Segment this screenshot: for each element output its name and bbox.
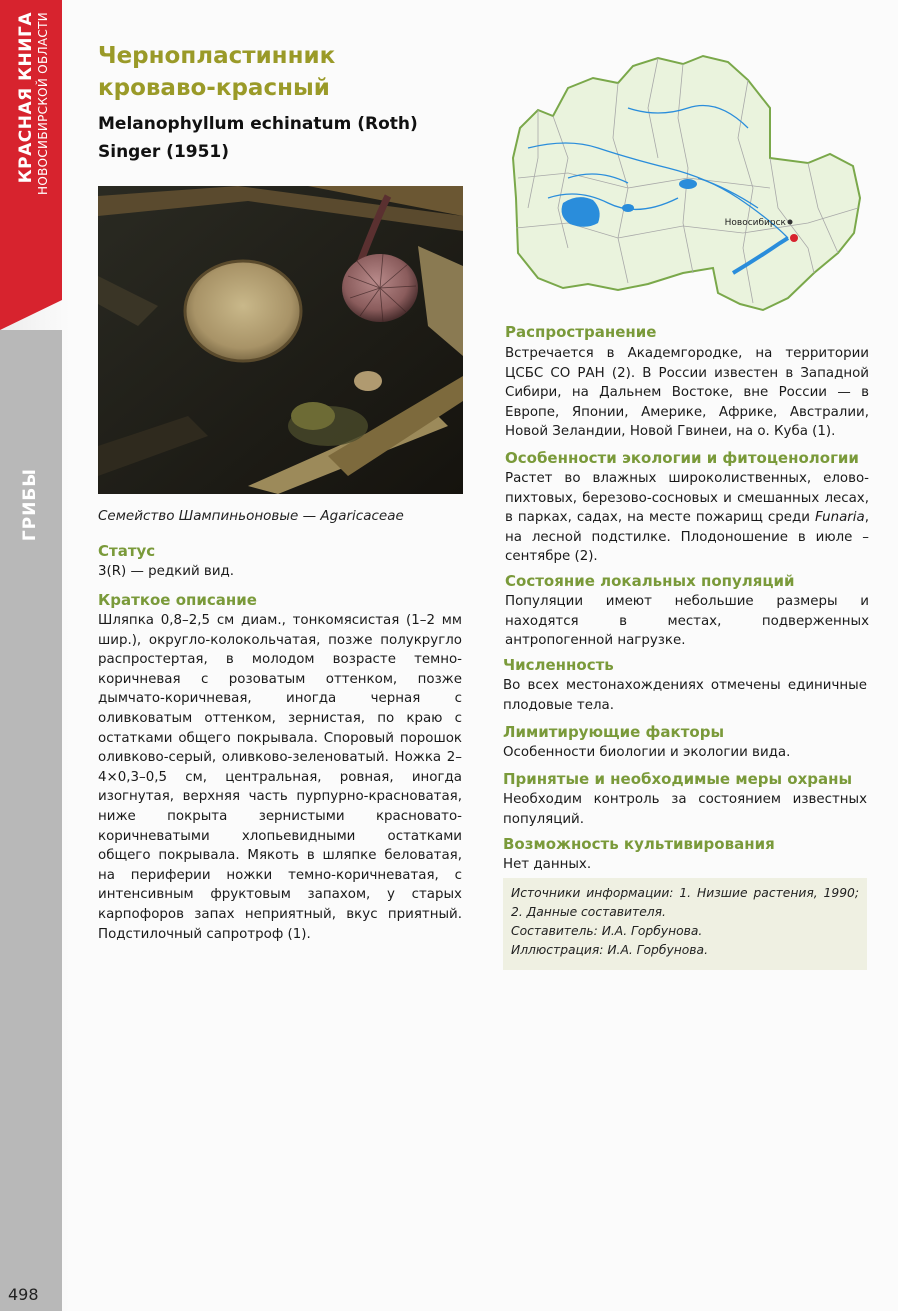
populations-heading: Состояние локальных популяций	[505, 572, 795, 590]
abundance-heading: Численность	[503, 656, 614, 674]
distribution-map	[508, 48, 868, 318]
ecology-text-part2: , на лесной подстилке. Плодоношение в июле – сентябре (2).	[505, 510, 869, 565]
region-map-graphic	[508, 48, 868, 318]
ecology-text-part1: Растет во влажных широколиственных, елово-пихтовых, березово-сосновых и смешанных лесах, в парках, садах, на месте пожарищ среди	[505, 471, 869, 526]
sources-box	[503, 878, 867, 970]
sidebar	[0, 0, 70, 1311]
section-label: ГРИБЫ	[20, 468, 40, 542]
description-heading: Краткое описание	[98, 591, 257, 609]
page-number: 498	[8, 1285, 39, 1304]
description-text: Шляпка 0,8–2,5 см диам., тонкомясистая (1–2 мм шир.), округло-колокольчатая, позже полукругло распростертая, в молодом возрасте темно-коричневая с розоватым оттенком, позже дымчато-коричневая, иногда черная с оливковатым оттенком, зернистая, по краю с остатками общего покрывала. Споровый порошок оливково-серый, оливково-зеленоватый. Ножка 2–4×0,3–0,5 см, центральная, ровная, иногда изогнутая, верхняя часть пурпурно-красноватая, ниже покрыта зернистыми красновато-коричневатыми хлопьевидными остатками общего покрывала. Мякоть в шляпке беловатая, на периферии ножки темно-коричневатая, с интенсивным фруктовым запахом, у старых карпофоров запах неприятный, вкус приятный. Подстилочный сапротроф (1).	[98, 613, 462, 942]
populations-text: Популяции имеют небольшие размеры и находятся в местах, подверженных антропогенной нагрузке.	[505, 594, 869, 649]
species-photo	[98, 186, 463, 494]
ecology-taxon: Funaria	[814, 510, 865, 526]
status-heading: Статус	[98, 542, 156, 560]
limiting-heading: Лимитирующие факторы	[503, 723, 725, 741]
author-line: Составитель: И.А. Горбунова.	[511, 924, 703, 938]
city-label: Новосибирск	[724, 218, 786, 228]
distribution-text: Встречается в Академгородке, на территории ЦСБС СО РАН (2). В России известен в Западной Сибири, на Дальнем Востоке, вне России — в Европе, Японии, Америке, Африке, Австралии, Новой Зеландии, Новой Гвинеи, на о. Куба (1).	[505, 346, 869, 440]
series-title: КРАСНАЯ КНИГА	[16, 12, 36, 184]
ecology-heading: Особенности экологии и фитоценологии	[505, 449, 859, 467]
illustration-line: Иллюстрация: И.А. Горбунова.	[511, 943, 708, 957]
limiting-text: Особенности биологии и экологии вида.	[503, 745, 791, 760]
sources-line: Источники информации: 1. Низшие растения, 1990; 2. Данные составителя.	[511, 886, 859, 919]
mushroom-illustration	[98, 186, 463, 494]
banner-notch	[0, 300, 62, 330]
abundance-text: Во всех местонахождениях отмечены единичные плодовые тела.	[503, 678, 867, 713]
series-title-block	[8, 12, 58, 222]
ecology-text	[505, 469, 869, 567]
species-name-ru: Чернопластинник кроваво-красный	[98, 43, 336, 101]
status-text: 3(R) — редкий вид.	[98, 564, 235, 579]
distribution-heading: Распространение	[505, 323, 657, 341]
family-caption: Семейство Шампиньоновые — Agaricaceae	[98, 508, 404, 524]
cultivation-text: Нет данных.	[503, 857, 592, 872]
protection-heading: Принятые и необходимые меры охраны	[503, 770, 853, 788]
cultivation-heading: Возможность культивирования	[503, 835, 775, 853]
protection-text: Необходим контроль за состоянием известных популяций.	[503, 792, 867, 827]
series-subtitle: НОВОСИБИРСКОЙ ОБЛАСТИ	[36, 12, 50, 195]
species-name-latin: Melanophyllum echinatum (Roth) Singer (1951)	[98, 114, 418, 162]
